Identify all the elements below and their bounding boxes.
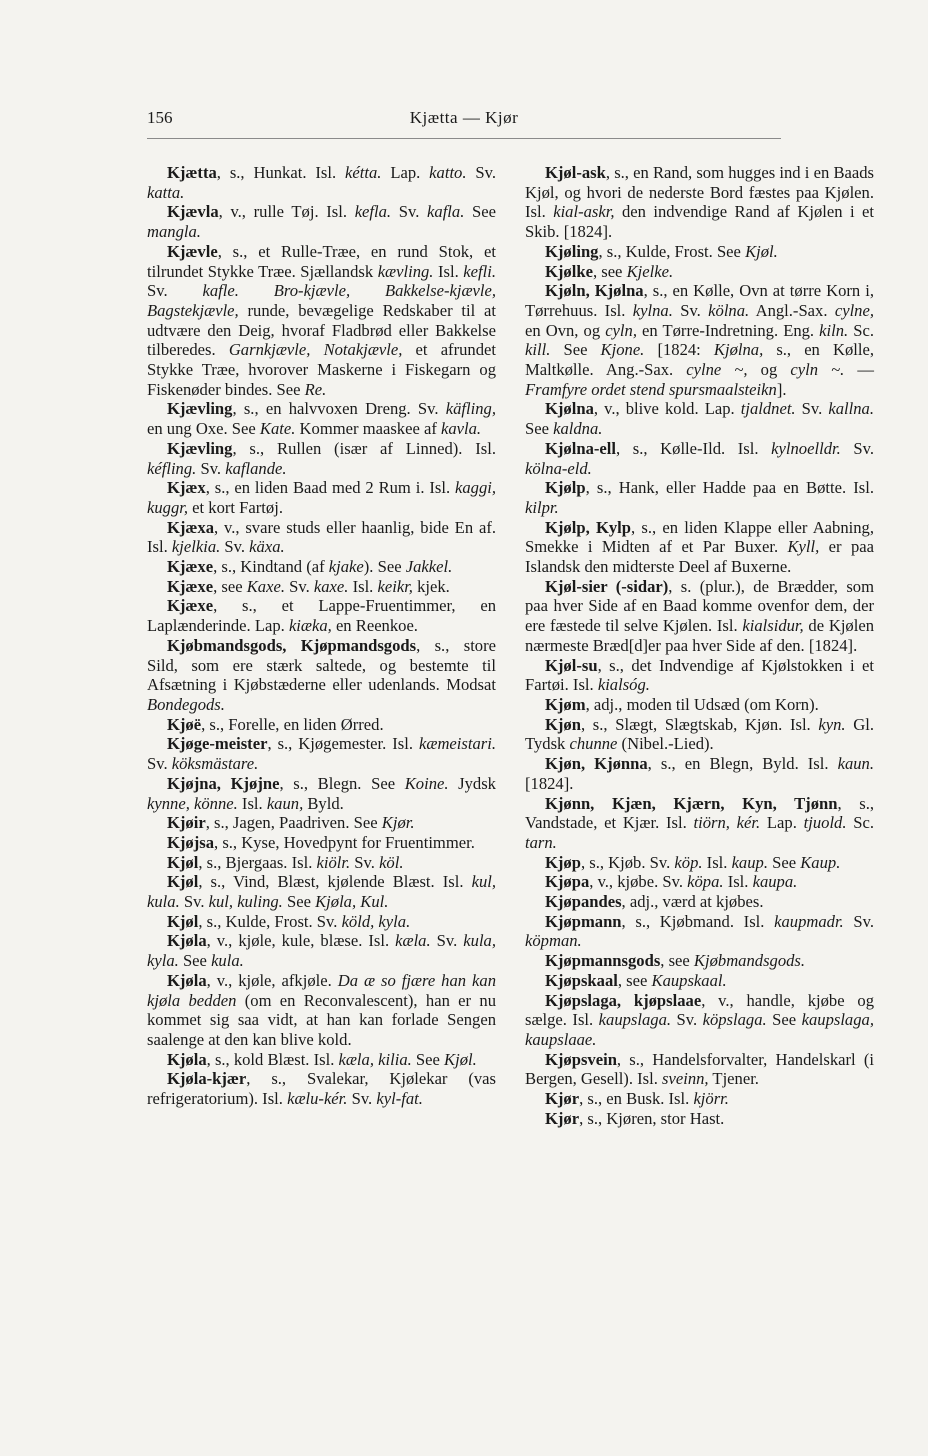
dictionary-entry-kjolna: Kjølna, v., blive kold. Lap. tjaldnet. Sv. kallna. See kaldna. <box>525 399 874 439</box>
dictionary-entry-kjobmandsgods: Kjøbmandsgods, Kjøpmandsgods, s., store Sild, som ere stærk saltede, og bestemte til Afsætning i Kjøbstæderne eller udenlands. Modsat Bondegods. <box>147 635 496 714</box>
dictionary-entry-kjolna-ell: Kjølna-ell, s., Kølle-Ild. Isl. kylnoelldr. Sv. kölna-eld. <box>525 438 875 478</box>
dictionary-entry-kjoe: Kjøë, s., Forelle, en liden Ørred. <box>167 714 384 734</box>
dictionary-entry-kjolp-kylp: Kjølp, Kylp, s., en liden Klappe eller Aabning, Smekke i Midten af et Par Buxer. Kyll, er paa Islandsk den midterste Deel af Buxerne. <box>525 517 874 577</box>
dictionary-entry-kjopsvein: Kjøpsvein, s., Handelsforvalter, Handelskarl (i Bergen, Gesell). Isl. sveinn, Tjener. <box>525 1049 874 1089</box>
dictionary-entry-kjoln: Kjøln, Kjølna, s., en Kølle, Ovn at tørre Korn i, Tørrehuus. Isl. kylna. Sv. kölna. Angl.-Sax. cylne, en Ovn, og cyln, en Tørre-Indretning. Eng. kiln. Sc. kill. See Kjone. [1824: Kjølna, s., en Kølle, Maltkølle. Ang.-Sax. cylne ~, og cyln ~. — Framfyre ordet stend spursmaalsteikn]. <box>525 281 874 399</box>
dictionary-entry-kjon2: Kjøn, Kjønna, s., en Blegn, Byld. Isl. kaun. [1824]. <box>525 754 874 793</box>
dictionary-entry-kjaevle: Kjævle, s., et Rulle-Træe, en rund Stok, et tilrundet Stykke Træe. Sjællandsk kævling. Isl. kefli. Sv. kafle. Bro-kjævle, Bakkelse-kjævle, Bagstekjævle, runde, bevægelige Redskaber til at udtvære den Deig, hvoraf Fladbrød eller Bakkelse tilberedes. Garnkjævle, Notakjævle, et afrundet Stykke Træe, hvorover Maskerne i Fiskegarn og Fiskenøder bindes. See Re. <box>147 241 496 399</box>
dictionary-entry-kjaexe1: Kjæxe, s., Kindtand (af kjake). See Jakkel. <box>167 557 453 577</box>
page-number: 156 <box>147 108 173 127</box>
right-column <box>525 163 874 1128</box>
dictionary-entry-kjor2: Kjør, s., Kjøren, stor Hast. <box>545 1108 725 1128</box>
header-rule <box>147 138 781 139</box>
dictionary-entry-kjor1: Kjør, s., en Busk. Isl. kjörr. <box>545 1089 729 1109</box>
dictionary-entry-kjopmannsgods: Kjøpmannsgods, see Kjøbmandsgods. <box>545 951 806 971</box>
dictionary-entry-kjaevling1: Kjævling, s., en halvvoxen Dreng. Sv. käfling, en ung Oxe. See Kate. Kommer maaskee af kavla. <box>147 399 496 439</box>
dictionary-entry-kjaex: Kjæx, s., en liden Baad med 2 Rum i. Isl. kaggi, kuggr, et kort Fartøj. <box>147 478 496 517</box>
dictionary-entry-kjol-su: Kjøl-su, s., det Indvendige af Kjølstokken i et Fartøi. Isl. kialsóg. <box>525 655 874 695</box>
dictionary-entry-kjolke: Kjølke, see Kjelke. <box>545 261 674 281</box>
dictionary-entry-kjaetta: Kjætta, s., Hunkat. Isl. kétta. Lap. katto. Sv. katta. <box>147 163 496 202</box>
dictionary-entry-kjola1: Kjøla, v., kjøle, kule, blæse. Isl. kæla. Sv. kula, kyla. See kula. <box>147 931 496 971</box>
dictionary-entry-kjola2: Kjøla, v., kjøle, afkjøle. Da æ so fjære han kan kjøla bedden (om en Reconvalescent), han er nu kommet sig saa vidt, at han kan forlade Sengen saalenge at den kan blive kold. <box>147 970 496 1049</box>
dictionary-entry-kjolp: Kjølp, s., Hank, eller Hadde paa en Bøtte. Isl. kilpr. <box>525 478 874 517</box>
dictionary-entry-kjaexe2: Kjæxe, see Kaxe. Sv. kaxe. Isl. keikr, kjek. <box>167 576 450 596</box>
dictionary-entry-kjonn: Kjønn, Kjæn, Kjærn, Kyn, Tjønn, s., Vandstade, et Kjær. Isl. tiörn, kér. Lap. tjuold. Sc. tarn. <box>525 793 874 852</box>
dictionary-entry-kjol-sier: Kjøl-sier (-sidar), s. (plur.), de Brædder, som paa hver Side af en Baad komme ovenfor dem, der ere fæstede til selve Kjølen. Isl. kialsidur, de Kjølen nærmeste Bræd[d]er paa hver Side af den. [1824]. <box>525 576 874 655</box>
dictionary-entry-kjom: Kjøm, adj., moden til Udsæd (om Korn). <box>545 694 819 714</box>
page-header <box>147 108 781 140</box>
dictionary-entry-kjola3: Kjøla, s., kold Blæst. Isl. kæla, kilia. See Kjøl. <box>167 1049 477 1069</box>
dictionary-entry-kjaexa: Kjæxa, v., svare studs eller haanlig, bide En af. Isl. kjelkia. Sv. käxa. <box>147 517 496 557</box>
dictionary-entry-kjopandes: Kjøpandes, adj., værd at kjøbes. <box>545 892 764 912</box>
dictionary-entry-kjol-ask: Kjøl-ask, s., en Rand, som hugges ind i en Baads Kjøl, og hvori de nederste Bord fæstes paa Kjølen. Isl. kial-askr, den indvendige Rand af Kjølen i et Skib. [1824]. <box>525 163 875 242</box>
dictionary-entry-kjol1: Kjøl, s., Bjergaas. Isl. kiölr. Sv. köl. <box>167 852 404 872</box>
dictionary-entry-kjojsa: Kjøjsa, s., Kyse, Hovedpynt for Fruentimmer. <box>167 832 475 852</box>
dictionary-entry-kjopslaga: Kjøpslaga, kjøpslaae, v., handle, kjøbe og sælge. Isl. kaupslaga. Sv. köpslaga. See kaupslaga, kaupslaae. <box>525 990 874 1049</box>
dictionary-entry-kjojna: Kjøjna, Kjøjne, s., Blegn. See Koine. Jydsk kynne, könne. Isl. kaun, Byld. <box>147 773 496 813</box>
dictionary-entry-kjaexe3: Kjæxe, s., et Lappe-Fruentimmer, en Laplænderinde. Lap. kiæka, en Reenkoe. <box>147 596 496 636</box>
dictionary-entry-kjopmann: Kjøpmann, s., Kjøbmand. Isl. kaupmadr. Sv. köpman. <box>525 911 874 951</box>
dictionary-entry-kjola-kjaer: Kjøla-kjær, s., Svalekar, Kjølekar (vas refrigeratorium). Isl. kælu-kér. Sv. kyl-fat. <box>147 1069 496 1109</box>
left-column <box>147 163 496 1109</box>
dictionary-entry-kjop: Kjøp, s., Kjøb. Sv. köp. Isl. kaup. See Kaup. <box>545 852 841 872</box>
running-title: Kjætta — Kjør <box>409 108 519 127</box>
dictionary-entry-kjaevla: Kjævla, v., rulle Tøj. Isl. kefla. Sv. kafla. See mangla. <box>147 202 496 242</box>
dictionary-entry-kjopskaal: Kjøpskaal, see Kaupskaal. <box>545 970 727 990</box>
dictionary-entry-kjoir: Kjøir, s., Jagen, Paadriven. See Kjør. <box>167 813 415 833</box>
dictionary-entry-kjoling: Kjøling, s., Kulde, Frost. See Kjøl. <box>545 241 778 261</box>
dictionary-entry-kjopa: Kjøpa, v., kjøbe. Sv. köpa. Isl. kaupa. <box>545 872 798 892</box>
dictionary-entry-kjol3: Kjøl, s., Kulde, Frost. Sv. köld, kyla. <box>167 911 411 931</box>
dictionary-entry-kjon1: Kjøn, s., Slægt, Slægtskab, Kjøn. Isl. kyn. Gl. Tydsk chunne (Nibel.-Lied). <box>525 714 875 754</box>
dictionary-entry-kjaevling2: Kjævling, s., Rullen (især af Linned). Isl. kéfling. Sv. kaflande. <box>147 438 496 478</box>
dictionary-entry-kjol2: Kjøl, s., Vind, Blæst, kjølende Blæst. Isl. kul, kula. Sv. kul, kuling. See Kjøla, Kul. <box>147 872 496 912</box>
dictionary-entry-kjoge-meister: Kjøge-meister, s., Kjøgemester. Isl. kæmeistari. Sv. köksmästare. <box>147 734 496 774</box>
